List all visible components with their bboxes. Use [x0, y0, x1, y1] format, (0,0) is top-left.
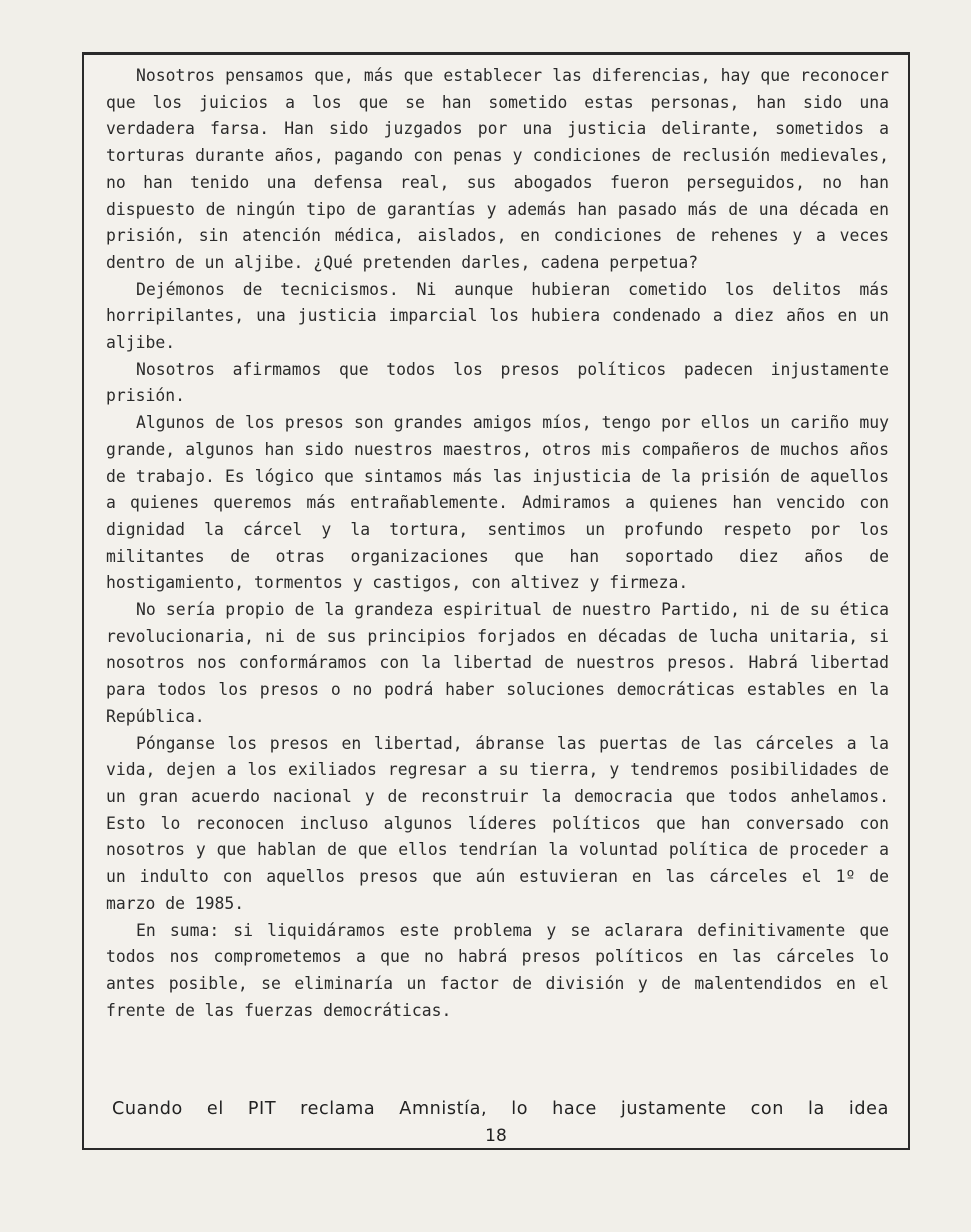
page-number: 18: [485, 1126, 507, 1146]
paragraph-5: No sería propio de la grandeza espiritual de nuestro Partido, ni de su ética revolucionaria, ni de sus principios forjados en décadas de lucha unitaria, si nosotros nos conformáramos con la libertad de nuestros presos. Habrá libertad para todos los presos o no podrá haber soluciones democráticas estables en la República.: [106, 600, 889, 726]
body-text: [106, 63, 889, 1024]
paragraph-4: Algunos de los presos son grandes amigos míos, tengo por ellos un cariño muy grande, algunos han sido nuestros maestros, otros mis compañeros de muchos años de trabajo. Es lógico que sintamos más las injusticia de la prisión de aquellos a quienes queremos más entrañablemente. Admiramos a quienes han vencido con dignidad la cárcel y la tortura, sentimos un profundo respeto por los militantes de otras organizaciones que han soportado diez años de hostigamiento, tormentos y castigos, con altivez y firmeza.: [106, 413, 889, 593]
paragraph-2: Dejémonos de tecnicismos. Ni aunque hubieran cometido los delitos más horripilantes, una justicia imparcial los hubiera condenado a diez años en un aljibe.: [106, 279, 889, 353]
closing-line: Cuando el PIT reclama Amnistía, lo hace justamente con la idea: [112, 1099, 889, 1119]
paragraph-7: En suma: si liquidáramos este problema y se aclarara definitivamente que todos nos comprometemos a que no habrá presos políticos en las cárceles lo antes posible, se eliminaría un factor de división y de malentendidos en el frente de las fuerzas democráticas.: [106, 920, 889, 1020]
paragraph-3: Nosotros afirmamos que todos los presos políticos padecen injustamente prisión.: [106, 359, 889, 406]
paragraph-1: Nosotros pensamos que, más que establecer las diferencias, hay que reconocer que los juicios a los que se han sometido estas personas, han sido una verdadera farsa. Han sido juzgados por una justicia delirante, sometidos a torturas durante años, pagando con penas y condiciones de reclusión medievales, no han tenido una defensa real, sus abogados fueron perseguidos, no han dispuesto de ningún tipo de garantías y además han pasado más de una década en prisión, sin atención médica, aislados, en condiciones de rehenes y a veces dentro de un aljibe. ¿Qué pretenden darles, cadena perpetua?: [106, 66, 889, 272]
page-frame: [82, 52, 910, 1150]
paragraph-6: Pónganse los presos en libertad, ábranse las puertas de las cárceles a la vida, dejen a los exiliados regresar a su tierra, y tendremos posibilidades de un gran acuerdo nacional y de reconstruir la democracia que todos anhelamos. Esto lo reconocen incluso algunos líderes políticos que han conversado con nosotros y que hablan de que ellos tendrían la voluntad política de proceder a un indulto con aquellos presos que aún estuvieran en las cárceles el 1º de marzo de 1985.: [106, 733, 889, 913]
